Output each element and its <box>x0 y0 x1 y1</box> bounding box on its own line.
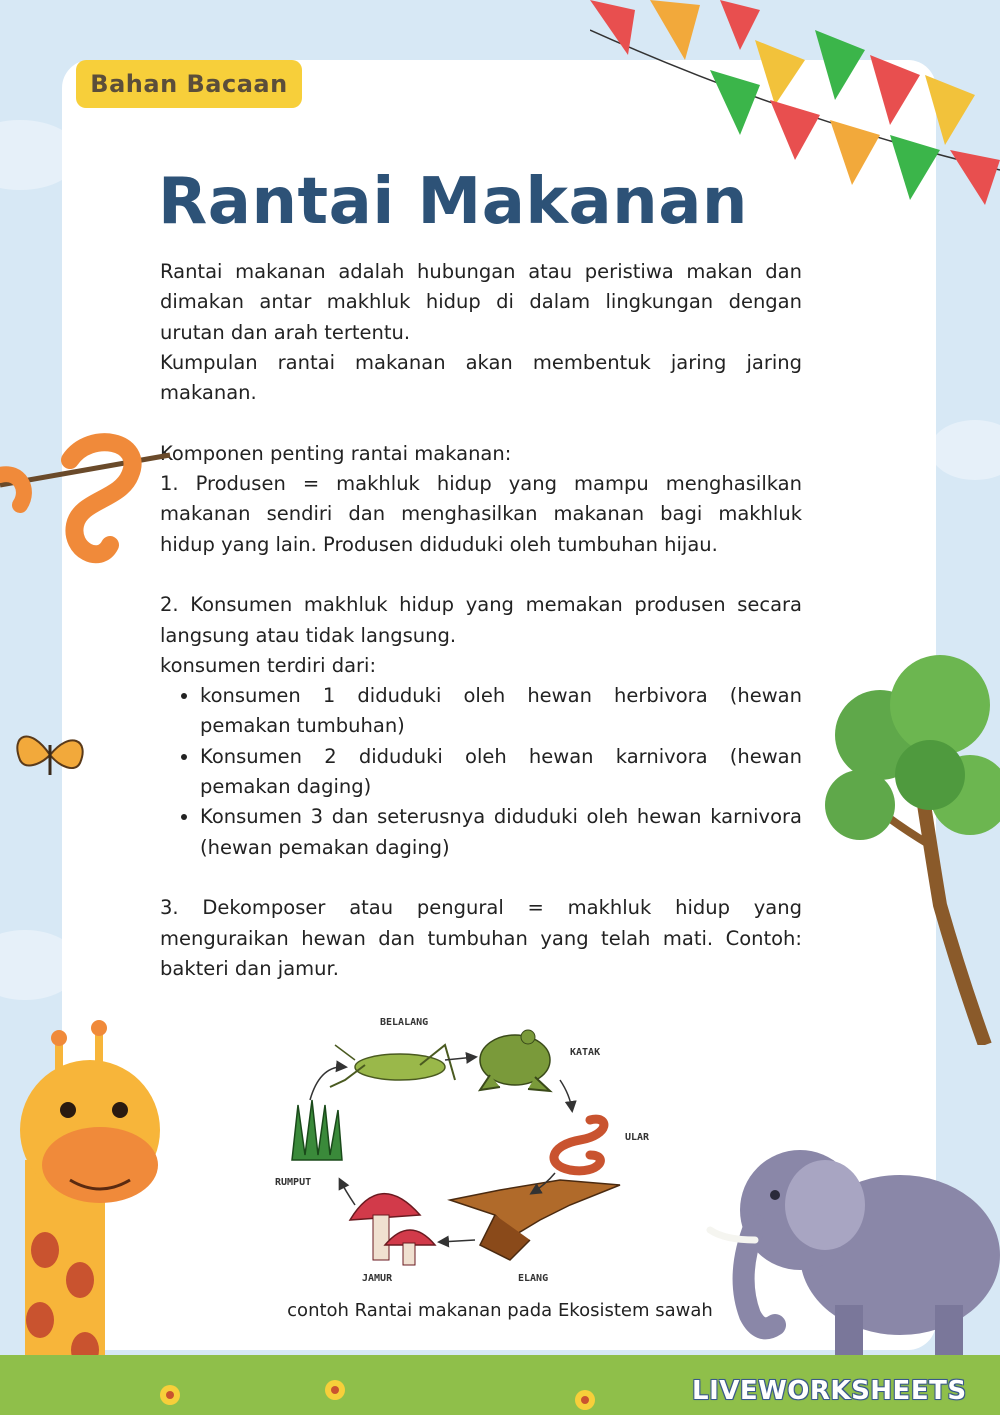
page-title: Rantai Makanan <box>158 165 748 239</box>
diagram-caption: contoh Rantai makanan pada Ekosistem sawah <box>287 1300 713 1321</box>
eagle-icon <box>450 1180 620 1260</box>
consumer-paragraph: 2. Konsumen makhluk hidup yang memakan produsen secara langsung atau tidak langsung. <box>160 593 802 647</box>
consumer-subheading: konsumen terdiri dari: <box>160 653 377 677</box>
label-elang: ELANG <box>518 1273 549 1284</box>
list-item: • konsumen 1 diduduki oleh hewan herbivora (hewan pemakan tumbuhan) <box>200 681 802 742</box>
cloud-decoration <box>930 420 1000 480</box>
intro-paragraph: Rantai makanan adalah hubungan atau peristiwa makan dan dimakan antar makhluk hidup di dalam lingkungan dengan urutan dan arah tertentu. <box>160 260 802 344</box>
label-belalang: BELALANG <box>380 1017 429 1028</box>
butterfly-icon <box>10 715 90 790</box>
food-chain-diagram <box>270 1005 660 1290</box>
producer-paragraph: 1. Produsen = makhluk hidup yang mampu menghasilkan makanan sendiri dan menghasilkan makanan bagi makhluk hidup yang lain. Produsen diduduki oleh tumbuhan hijau. <box>160 472 802 556</box>
snake-icon <box>554 1119 604 1171</box>
mushroom-icon <box>350 1194 435 1265</box>
label-jamur: JAMUR <box>362 1273 393 1284</box>
flower-icon <box>155 1380 185 1410</box>
flower-icon <box>320 1375 350 1405</box>
snake-branch-icon <box>0 430 175 590</box>
grasshopper-icon <box>330 1045 455 1087</box>
intro-paragraph: Kumpulan rantai makanan akan membentuk jaring jaring makanan. <box>160 350 802 405</box>
elephant-icon <box>705 1125 1000 1385</box>
components-heading: Komponen penting rantai makanan: <box>160 441 512 465</box>
frog-icon <box>480 1030 550 1091</box>
consumer-list <box>200 681 802 863</box>
decomposer-paragraph: 3. Dekomposer atau pengural = makhluk hidup yang menguraikan hewan dan tumbuhan yang telah mati. Contoh: bakteri dan jamur. <box>160 896 802 980</box>
label-ular: ULAR <box>625 1132 650 1143</box>
tree-icon <box>820 645 1000 1045</box>
list-item: • Konsumen 2 diduduki oleh hewan karnivora (hewan pemakan daging) <box>200 742 802 803</box>
liveworksheets-watermark: LIVEWORKSHEETS <box>692 1376 967 1406</box>
reading-text <box>160 257 802 984</box>
reading-material-badge: Bahan Bacaan <box>76 60 302 108</box>
label-katak: KATAK <box>570 1047 601 1058</box>
grass-icon <box>292 1100 342 1160</box>
list-item: • Konsumen 3 dan seterusnya diduduki oleh hewan karnivora (hewan pemakan daging) <box>200 802 802 863</box>
flower-icon <box>570 1385 600 1415</box>
label-rumput: RUMPUT <box>275 1177 312 1188</box>
